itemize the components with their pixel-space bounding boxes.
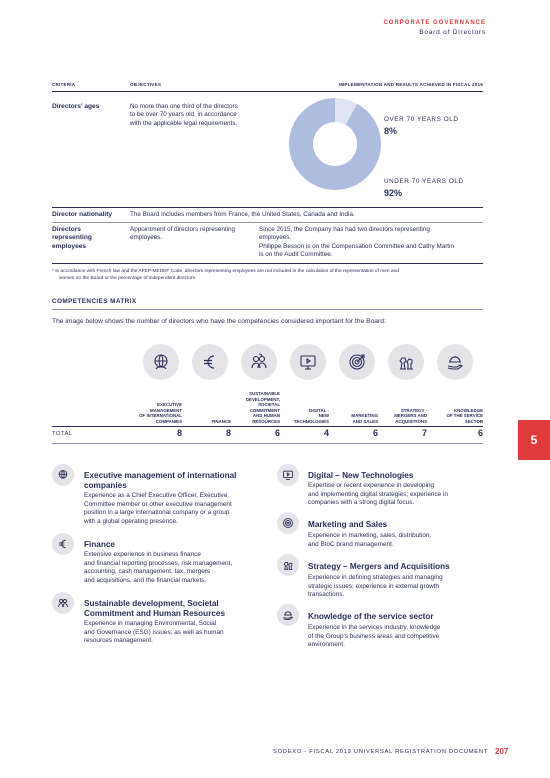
employees-result-line: is on the Audit Committee. [259, 251, 333, 259]
legend-desc-line: Committee member or other executive management [84, 500, 232, 508]
competency-total: 7 [421, 428, 427, 438]
employees-result-line: Since 2015, the Company has had two directors representing [259, 226, 430, 233]
employees-label-line: representing [52, 234, 92, 242]
legend-title-line: Executive management of international [84, 471, 237, 480]
row-label-ages: Directors' ages [52, 103, 100, 110]
chess-icon [277, 554, 299, 576]
legend-title-line: Sustainable development, Societal [84, 599, 219, 608]
total-label: TOTAL [52, 431, 73, 437]
competency-label [134, 383, 182, 424]
competency-label-line: DEVELOPMENT, [245, 396, 280, 402]
legend-desc-line: accounting, cash management, tax, mergers [84, 568, 211, 576]
matrix-intro: The image below shows the number of directors who have the competencies considered important for the Board: [52, 318, 386, 325]
legend-title-digital: Digital – New Technologies [308, 471, 414, 480]
legend-desc-digital [308, 482, 448, 508]
competency-total: 6 [372, 428, 378, 438]
competency-label [183, 383, 231, 424]
competency-total: 8 [176, 428, 182, 438]
competency-label [330, 383, 378, 424]
screen-play-icon [290, 344, 326, 380]
competency-label-line: COMPANIES [155, 418, 182, 424]
table-row-rule [52, 207, 483, 208]
legend-desc-line: and financial reporting processes, risk management, [84, 559, 233, 567]
legend-desc-line: Experience as a Chief Executive Officer, Executive [84, 492, 228, 499]
ages-objective-line: No more than one third of the directors [130, 103, 238, 110]
chapter-tab: 5 [518, 420, 550, 460]
legend-desc-line: resources management. [84, 637, 153, 645]
table-header-rule [52, 91, 483, 92]
employees-objective [130, 226, 235, 243]
legend-title-sustainable [84, 599, 225, 618]
page-number: 207 [495, 747, 509, 756]
row-label-nationality: Director nationality [52, 211, 113, 218]
table-row-rule [52, 222, 483, 223]
legend-desc-line: Extensive experience in business finance [84, 551, 201, 558]
chess-icon [388, 344, 424, 380]
employees-objective-line: Appointment of directors representing [130, 226, 236, 233]
competency-label [435, 383, 483, 424]
competency-label-line: RESOURCES [252, 418, 280, 424]
competency-label-line: SUSTAINABLE [249, 391, 280, 396]
legend-desc-line: Experience in defining strategies and managing [308, 574, 443, 581]
competency-label [379, 383, 427, 424]
legend-desc-line: with a global operating presence. [84, 518, 178, 526]
nationality-text: The Board includes members from France, the United States, Canada and India. [130, 211, 355, 218]
legend-desc-line: and implementing digital strategies; experience in [308, 490, 448, 498]
globe-head-icon [143, 344, 179, 380]
legend-desc-line: and BtoC brand management. [308, 540, 394, 548]
legend-title-line: Commitment and Human Resources [84, 608, 226, 618]
age-donut-chart [288, 97, 382, 191]
legend-desc-finance [84, 551, 232, 586]
competency-label-line: COMMITMENT [249, 407, 280, 413]
competency-label-line: KNOWLEDGE [453, 407, 483, 413]
under-70-value: 92% [384, 188, 403, 198]
competency-total: 4 [323, 428, 329, 438]
legend-desc-line: position in a large international company or a group [84, 509, 230, 517]
competency-label-line: MERGERS AND [394, 413, 427, 418]
people-leaf-icon [241, 344, 277, 380]
competency-label-line: EXECUTIVE [157, 402, 182, 407]
legend-desc-line: Experience in managing Environmental, Social [84, 620, 217, 627]
service-hand-icon [277, 604, 299, 626]
table-footnote [52, 268, 484, 282]
people-leaf-icon [52, 592, 74, 614]
legend-title-strategy: Strategy – Mergers and Acquisitions [308, 562, 450, 571]
legend-desc-executive [84, 492, 232, 527]
page-header [383, 20, 486, 36]
subsection-title-header: Board of Directors [419, 29, 486, 36]
over-70-label: OVER 70 YEARS OLD [384, 116, 459, 123]
competency-label-line: SOCIETAL [258, 402, 280, 407]
footnote-line: women on the Board or the percentage of independent directors. [59, 276, 197, 281]
ages-objective-line: to be over 70 years old, in accordance [130, 111, 237, 119]
competency-label-line: TECHNOLOGIES [293, 418, 329, 424]
footer-text: SODEXO - FISCAL 2019 UNIVERSAL REGISTRATION DOCUMENT [273, 749, 488, 755]
legend-desc-line: strategic issues; experience in external growth [308, 582, 440, 590]
legend-title-executive [84, 471, 236, 490]
employees-objective-line: employees. [130, 234, 163, 242]
legend-desc-line: and acquisitions, and the financial markets. [84, 577, 207, 585]
euro-icon [192, 344, 228, 380]
legend-desc-sustainable [84, 620, 224, 646]
legend-desc-service [308, 624, 440, 650]
column-results: IMPLEMENTATION AND RESULTS ACHIEVED IN FISCAL 2019 [338, 82, 483, 87]
screen-play-icon [277, 464, 299, 486]
ages-objective [130, 103, 238, 128]
footnote-line: * In accordance with French law and the AFEP-MEDEF Code, directors representing employees are not included in the calculation of the representation of men and [52, 269, 399, 274]
employees-label-line: employees [52, 242, 87, 250]
service-hand-icon [437, 344, 473, 380]
column-criteria: CRITERIA [52, 82, 76, 87]
donut-slice-under-70 [289, 98, 381, 190]
competency-label-line: OF INTERNATIONAL [139, 413, 182, 418]
over-70-value: 8% [384, 126, 398, 136]
legend-desc-line: environment. [308, 641, 345, 649]
legend-desc-line: companies with a strong digital focus. [308, 499, 415, 507]
competencies-matrix-title: COMPETENCIES MATRIX [52, 298, 137, 305]
competency-label-line: DIGITAL - [309, 407, 329, 413]
competency-label-line: OF THE SERVICE [446, 413, 483, 418]
section-rule [52, 309, 483, 310]
legend-desc-line: transactions. [308, 591, 345, 599]
competency-label-line: AND SALES [352, 418, 378, 424]
matrix-rule [52, 426, 483, 427]
legend-desc-line: Expertise or recent experience in developing [308, 482, 435, 489]
competency-total: 6 [477, 428, 483, 438]
globe-head-icon [52, 464, 74, 486]
legend-title-finance: Finance [84, 540, 115, 549]
competency-label-line: AND HUMAN [252, 413, 280, 418]
competency-label-line: ACQUISITIONS [395, 418, 427, 424]
legend-title-marketing: Marketing and Sales [308, 520, 388, 529]
legend-title-service: Knowledge of the service sector [308, 612, 434, 621]
competency-label-line: SECTOR [464, 418, 483, 424]
legend-desc-marketing [308, 532, 431, 549]
target-icon [277, 512, 299, 534]
competency-label-line: STRATEGY - [400, 407, 427, 413]
under-70-label: UNDER 70 YEARS OLD [384, 178, 464, 185]
competency-total: 6 [274, 428, 280, 438]
legend-desc-line: of the Group's business areas and competitive [308, 632, 440, 640]
employees-result [259, 226, 454, 260]
legend-title-line: companies [84, 480, 127, 490]
competency-label-line: NEW [318, 413, 329, 418]
target-icon [339, 344, 375, 380]
competency-label [281, 383, 329, 424]
competency-label [232, 383, 280, 424]
legend-desc-line: Experience in the services industry, knowledge [308, 624, 441, 631]
euro-icon [52, 533, 74, 555]
legend-desc-line: Experience in marketing, sales, distribution, [308, 532, 432, 539]
ages-objective-line: with the applicable legal requirements. [130, 119, 238, 127]
matrix-bottom-rule [52, 443, 483, 444]
table-bottom-rule [52, 263, 483, 264]
column-objectives: OBJECTIVES [130, 82, 162, 87]
competency-total: 8 [225, 428, 231, 438]
employees-result-line: Philippe Besson is on the Compensation Committee and Cathy Martin [259, 242, 454, 250]
competency-label-line: MANAGEMENT [150, 407, 182, 413]
competency-label-line: FINANCE [211, 418, 231, 424]
row-label-employees [52, 226, 92, 251]
employees-label-line: Directors [52, 226, 81, 233]
employees-result-line: employees. [259, 234, 292, 242]
competency-label-line: MARKETING [351, 413, 378, 418]
legend-desc-line: and Governance (ESG) issues, as well as human [84, 628, 224, 636]
section-title-header: CORPORATE GOVERNANCE [383, 20, 486, 26]
legend-desc-strategy [308, 574, 443, 600]
